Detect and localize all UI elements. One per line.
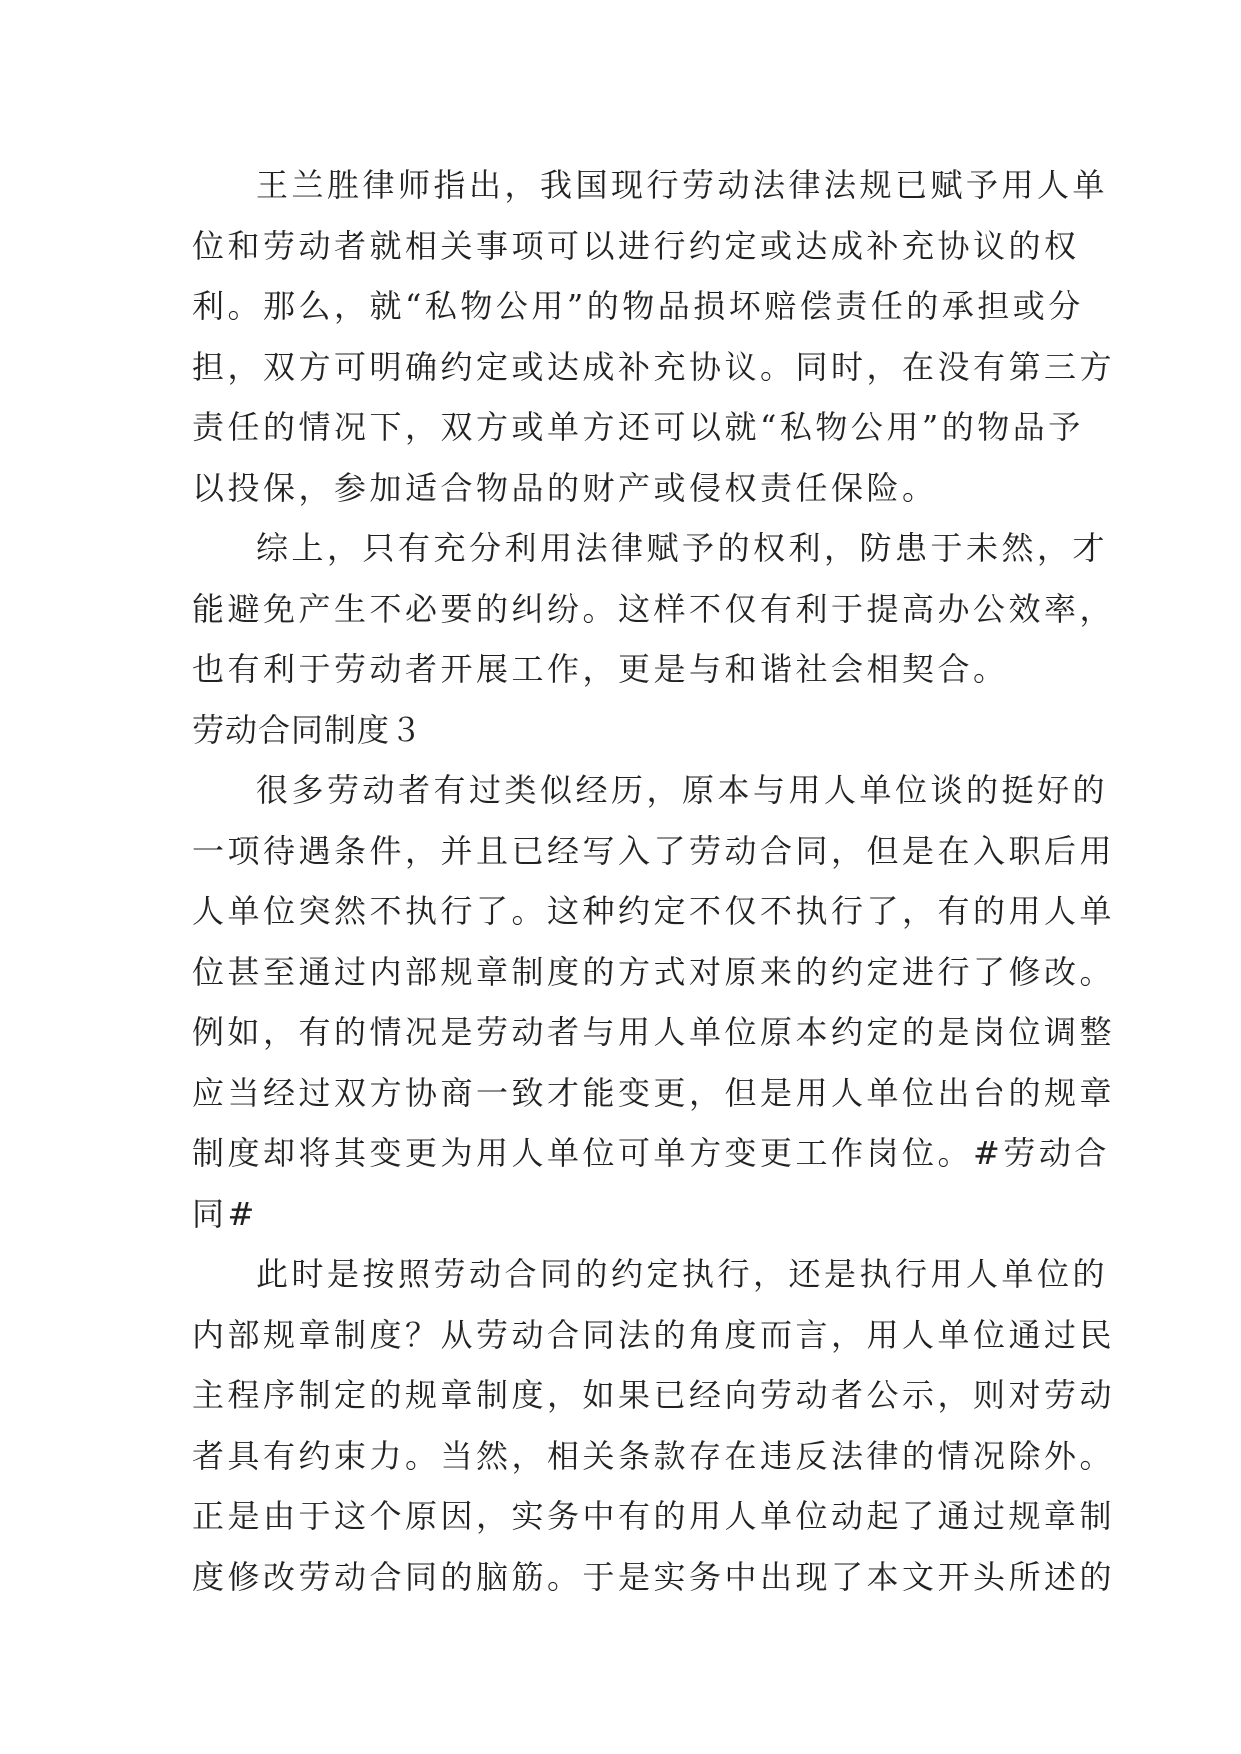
text-line: 主程序制定的规章制度，如果已经向劳动者公示，则对劳动	[192, 1376, 1116, 1414]
text-line: 内部规章制度？从劳动合同法的角度而言，用人单位通过民	[192, 1315, 1116, 1354]
text-line: 人单位突然不执行了。这种约定不仅不执行了，有的用人单	[192, 892, 1116, 930]
text-line: 同#	[192, 1194, 258, 1233]
text-line: 位甚至通过内部规章制度的方式对原来的约定进行了修改。	[192, 952, 1116, 991]
text-line: 位和劳动者就相关事项可以进行约定或达成补充协议的权	[192, 226, 1080, 265]
text-line: 应当经过双方协商一致才能变更，但是用人单位出台的规章	[192, 1073, 1116, 1112]
text-line: 例如，有的情况是劳动者与用人单位原本约定的是岗位调整	[192, 1013, 1116, 1051]
text-line: 也有利于劳动者开展工作，更是与和谐社会相契合。	[192, 650, 1009, 688]
text-line: 制度却将其变更为用人单位可单方变更工作岗位。#劳动合	[192, 1134, 1110, 1172]
section-heading	[192, 700, 1072, 761]
text-line: 利。那么，就“私物公用”的物品损坏赔偿责任的承担或分	[192, 287, 1084, 325]
text-line: 以投保，参加适合物品的财产或侵权责任保险。	[192, 468, 938, 507]
text-line: 很多劳动者有过类似经历，原本与用人单位谈的挺好的	[256, 771, 1109, 809]
paragraph-4	[192, 1244, 1116, 1607]
text-line: 王兰胜律师指出，我国现行劳动法律法规已赋予用人单	[256, 166, 1109, 204]
paragraph-1	[192, 155, 1116, 518]
text-line: 责任的情况下，双方或单方还可以就“私物公用”的物品予	[192, 408, 1084, 446]
text-line: 一项待遇条件，并且已经写入了劳动合同，但是在入职后用	[192, 831, 1116, 870]
text-line: 担，双方可明确约定或达成补充协议。同时，在没有第三方	[192, 347, 1116, 386]
document-body	[192, 155, 1116, 1607]
text-line: 正是由于这个原因，实务中有的用人单位动起了通过规章制	[192, 1497, 1116, 1535]
text-line: 度修改劳动合同的脑筋。于是实务中出现了本文开头所述的	[192, 1557, 1116, 1596]
section-title: 劳动合同制度３	[192, 710, 424, 749]
text-line: 能避免产生不必要的纠纷。这样不仅有利于提高办公效率，	[192, 589, 1116, 628]
paragraph-2	[192, 518, 1116, 700]
text-line: 综上，只有充分利用法律赋予的权利，防患于未然，才	[256, 529, 1109, 567]
text-line: 者具有约束力。当然，相关条款存在违反法律的情况除外。	[192, 1436, 1116, 1475]
text-line: 此时是按照劳动合同的约定执行，还是执行用人单位的	[256, 1255, 1109, 1293]
paragraph-3	[192, 760, 1116, 1244]
